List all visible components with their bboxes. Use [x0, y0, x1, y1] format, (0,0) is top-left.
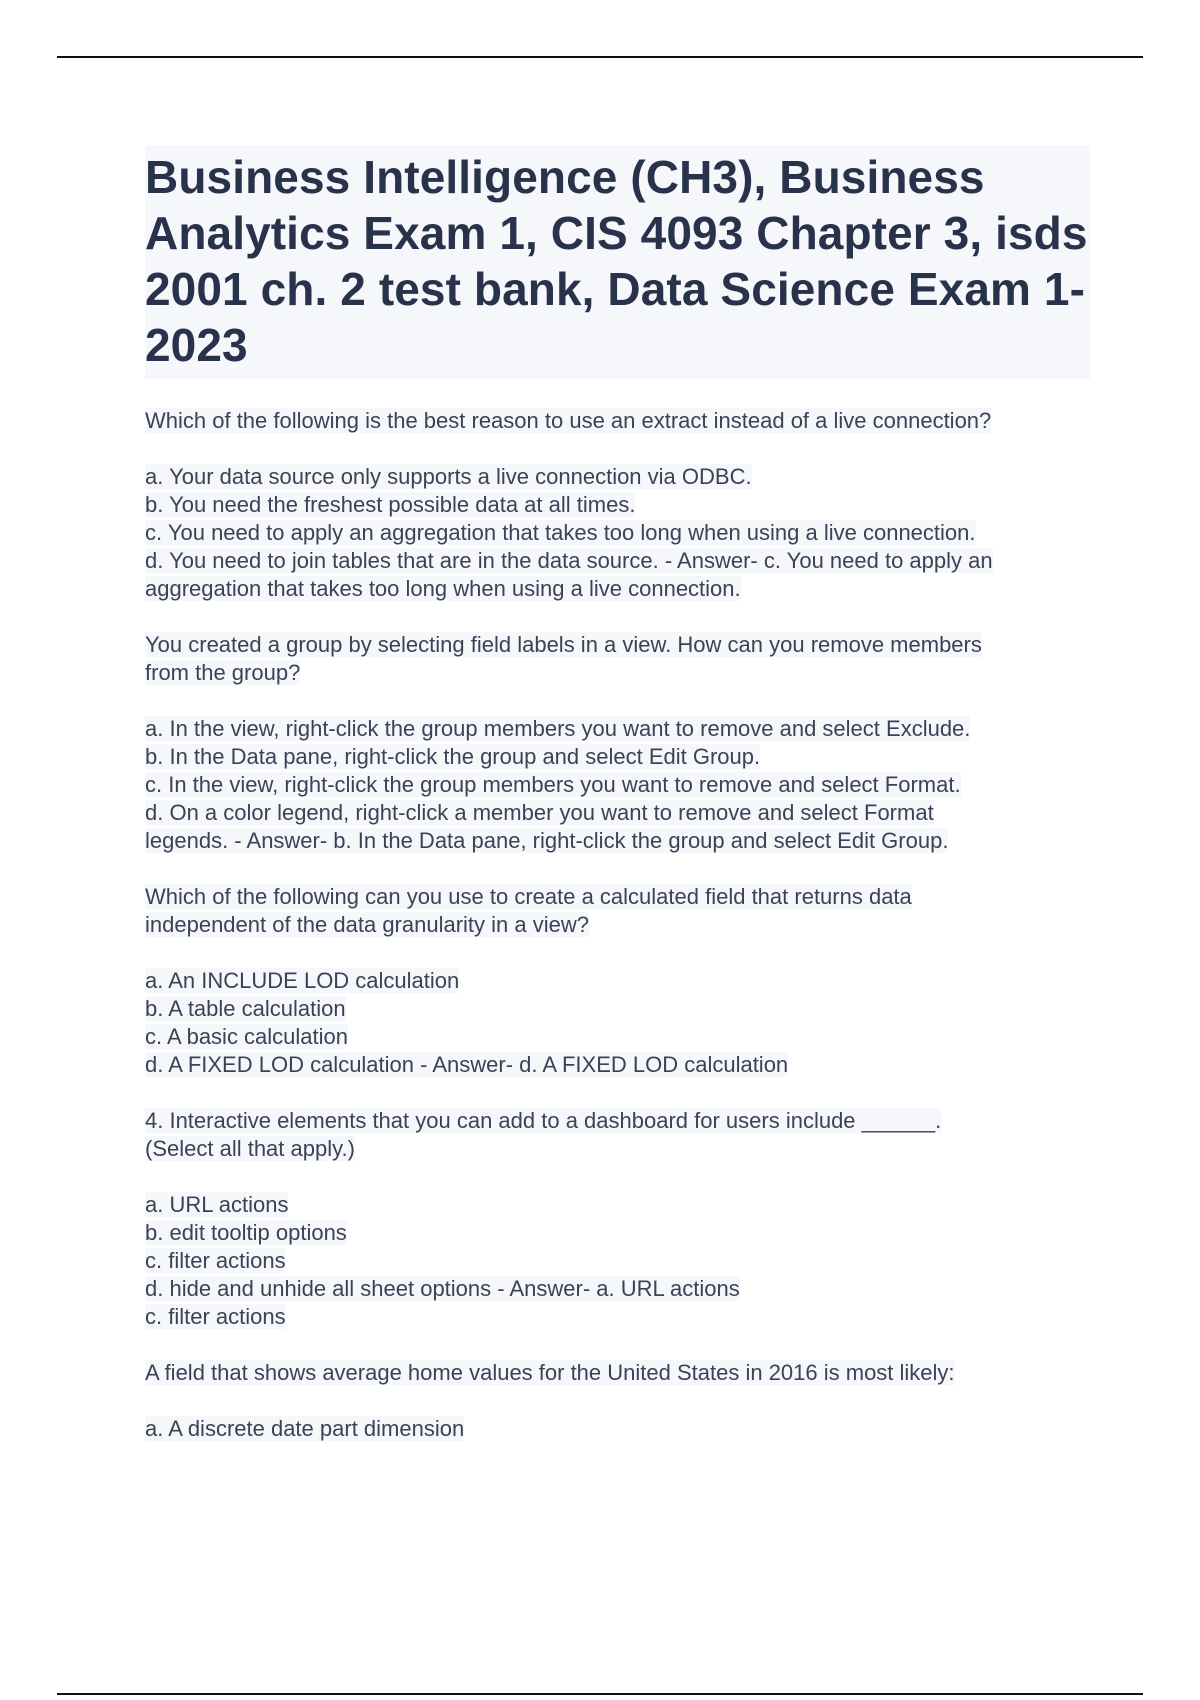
option-line: d. hide and unhide all sheet options - Answer- a. URL actions — [145, 1276, 740, 1301]
question-4 — [145, 1107, 1090, 1331]
option-line: b. A table calculation — [145, 996, 346, 1021]
question-prompt-line: 4. Interactive elements that you can add to a dashboard for users include ______. — [145, 1108, 942, 1133]
option-line: c. In the view, right-click the group members you want to remove and select Format. — [145, 772, 961, 797]
option-line: b. edit tooltip options — [145, 1220, 347, 1245]
question-prompt-line: You created a group by selecting field labels in a view. How can you remove members — [145, 632, 982, 657]
question-prompt-line: from the group? — [145, 660, 301, 685]
question-2 — [145, 631, 1090, 855]
option-line: b. In the Data pane, right-click the group and select Edit Group. — [145, 744, 761, 769]
option-line: c. filter actions — [145, 1304, 286, 1329]
option-line: a. A discrete date part dimension — [145, 1416, 465, 1441]
option-line: a. In the view, right-click the group members you want to remove and select Exclude. — [145, 716, 971, 741]
bottom-rule — [57, 1693, 1143, 1695]
question-3 — [145, 883, 1090, 1079]
top-rule — [57, 56, 1143, 58]
question-1 — [145, 407, 1090, 603]
option-line: a. An INCLUDE LOD calculation — [145, 968, 460, 993]
document-body — [145, 145, 1090, 1443]
option-line: aggregation that takes too long when using a live connection. — [145, 576, 741, 601]
question-prompt-line: (Select all that apply.) — [145, 1136, 355, 1161]
option-line: d. On a color legend, right-click a member you want to remove and select Format — [145, 800, 934, 825]
option-line: d. You need to join tables that are in the data source. - Answer- c. You need to apply an — [145, 548, 993, 573]
option-line: a. Your data source only supports a live connection via ODBC. — [145, 464, 752, 489]
option-line: legends. - Answer- b. In the Data pane, right-click the group and select Edit Group. — [145, 828, 949, 853]
option-line: a. URL actions — [145, 1192, 289, 1217]
option-line: d. A FIXED LOD calculation - Answer- d. A FIXED LOD calculation — [145, 1052, 789, 1077]
question-prompt-line: Which of the following can you use to create a calculated field that returns data — [145, 884, 912, 909]
question-5 — [145, 1359, 1090, 1443]
question-prompt-line: A field that shows average home values for the United States in 2016 is most likely: — [145, 1360, 955, 1385]
title-box — [145, 145, 1090, 379]
document-title: Business Intelligence (CH3), Business Analytics Exam 1, CIS 4093 Chapter 3, isds 2001 ch. 2 test bank, Data Science Exam 1-2023 — [145, 151, 1088, 371]
option-line: c. A basic calculation — [145, 1024, 349, 1049]
option-line: c. filter actions — [145, 1248, 286, 1273]
question-prompt-line: independent of the data granularity in a view? — [145, 912, 589, 937]
option-line: c. You need to apply an aggregation that takes too long when using a live connection. — [145, 520, 976, 545]
question-prompt-line: Which of the following is the best reason to use an extract instead of a live connection? — [145, 408, 992, 433]
option-line: b. You need the freshest possible data at all times. — [145, 492, 636, 517]
